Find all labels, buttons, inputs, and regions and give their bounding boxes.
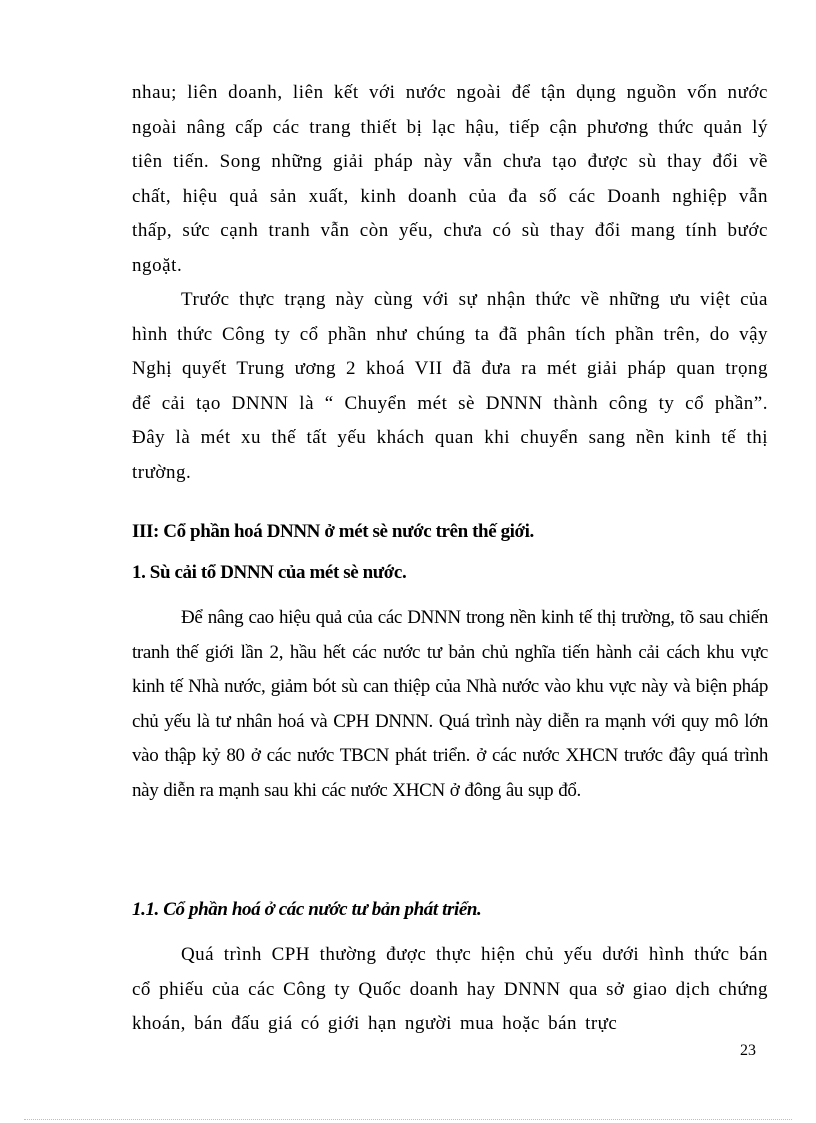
paragraph-3: Để nâng cao hiệu quả của các DNNN trong nền kinh tế thị trường, tõ sau chiến tranh thế giới lần 2, hầu hết các nước tư bản chủ nghĩa tiến hành cải cách khu vực kinh tế Nhà nước, giảm bót sù can thiệp của Nhà nước vào khu vực này và biện pháp chủ yếu là tư nhân hoá và CPH DNNN. Quá trình này diễn ra mạnh với quy mô lớn vào thập kỷ 80 ở các nước TBCN phát triển. ở các nước XHCN trước đây quá trình này diễn ra mạnh sau khi các nước XHCN ở đông âu sụp đổ.	[132, 607, 768, 801]
footer-divider	[24, 1119, 792, 1120]
page-number: 23	[740, 1042, 756, 1059]
paragraph-4: Quá trình CPH thường được thực hiện chủ yếu dưới hình thức bán cổ phiếu của các Công ty Quốc doanh hay DNNN qua sở giao dịch chứng khoán, bán đấu giá có giới hạn người mua hoặc bán trực	[132, 944, 768, 1035]
paragraph-1: nhau; liên doanh, liên kết với nước ngoài để tận dụng nguồn vốn nước ngoài nâng cấp các trang thiết bị lạc hậu, tiếp cận phương thức quản lý tiên tiến. Song những giải pháp này vẫn chưa tạo được sù thay đổi về chất, hiệu quả sản xuất, kinh doanh của đa số các Doanh nghiệp vẫn thấp, sức cạnh tranh vẫn còn yếu, chưa có sù thay đổi mang tính bước ngoặt.	[132, 82, 768, 276]
subsection-heading: 1. Sù cải tổ DNNN của mét sè nước.	[132, 562, 407, 583]
section-heading: III: Cổ phần hoá DNNN ở mét sè nước trên thế giới.	[132, 521, 534, 542]
paragraph-2: Trước thực trạng này cùng với sự nhận thức về những ưu việt của hình thức Công ty cổ phần như chúng ta đã phân tích phần trên, do vậy Nghị quyết Trung ương 2 khoá VII đã đưa ra mét giải pháp quan trọng để cải tạo DNNN là “ Chuyển mét sè DNNN thành công ty cổ phần”. Đây là mét xu thế tất yếu khách quan khi chuyển sang nền kinh tế thị trường.	[132, 289, 768, 483]
subsubsection-heading: 1.1. Cổ phần hoá ở các nước tư bản phát triển.	[132, 899, 482, 920]
